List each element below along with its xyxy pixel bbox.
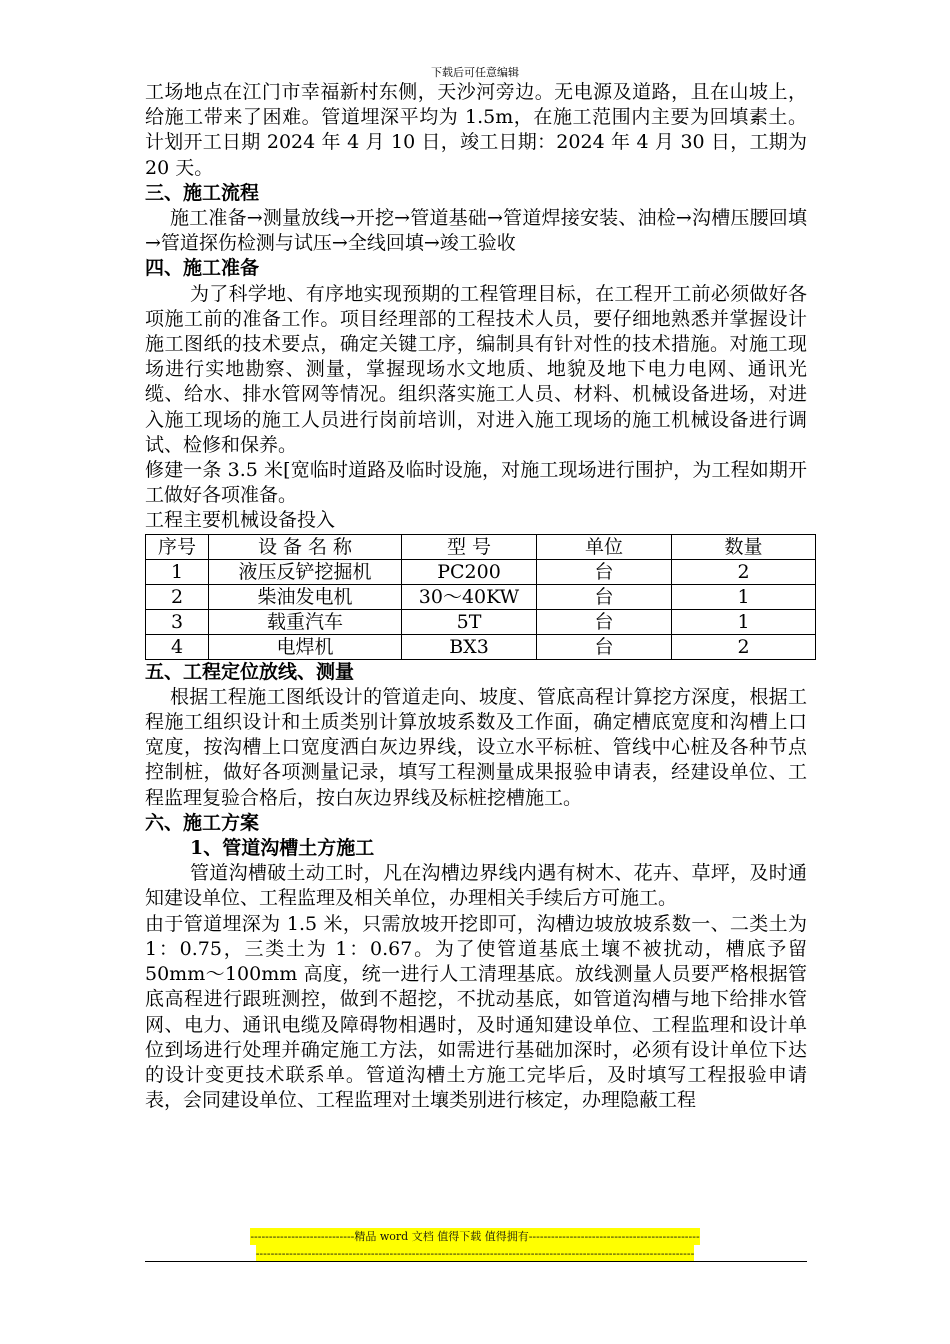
table-cell: 柴油发电机 xyxy=(209,584,402,609)
page-footer xyxy=(0,1228,950,1262)
table-cell: 1 xyxy=(672,584,816,609)
table-cell: 3 xyxy=(146,609,209,634)
table-caption: 工程主要机械设备投入 xyxy=(145,509,336,532)
table-header-cell: 序号 xyxy=(146,534,209,559)
table-cell: PC200 xyxy=(402,559,537,584)
page-header: 下载后可任意编辑 xyxy=(431,66,519,79)
footer-divider xyxy=(145,1261,807,1262)
table-cell: 台 xyxy=(537,609,672,634)
table-cell: 2 xyxy=(672,559,816,584)
table-cell: 30～40KW xyxy=(402,584,537,609)
document-body xyxy=(145,80,807,1113)
table-header-cell: 型 号 xyxy=(402,534,537,559)
footer-banner-line1: ----------------------------精品 word 文档 值得下载 值得拥有---------------------------------------------- xyxy=(250,1230,700,1243)
table-cell: 2 xyxy=(672,634,816,659)
table-cell: 电焊机 xyxy=(209,634,402,659)
heading-construction-flow: 三、施工流程 xyxy=(145,181,260,204)
paragraph-trench-start: 管道沟槽破土动工时，凡在沟槽边界线内遇有树木、花卉、草坪，及时通知建设单位、工程监理及相关单位，办理相关手续后方可施工。 xyxy=(145,862,807,910)
equipment-table xyxy=(145,534,816,660)
table-cell: BX3 xyxy=(402,634,537,659)
table-cell: 液压反铲挖掘机 xyxy=(209,559,402,584)
table-header-cell: 数量 xyxy=(672,534,816,559)
paragraph-project-location: 工场地点在江门市幸福新村东侧，天沙河旁边。无电源及道路，且在山坡上，给施工带来了困难。管道埋深平均为 1.5m，在施工范围内主要为回填素土。计划开工日期 2024 年 4 月 10 日，竣工日期：2024 年 4 月 30 日，工期为 20 天。 xyxy=(145,81,807,179)
paragraph-trench-details: 由于管道埋深为 1.5 米，只需放坡开挖即可，沟槽边坡放坡系数一、二类土为 1：0.75，三类土为 1：0.67。为了使管道基底土壤不被扰动，槽底予留 50mm～100mm 高度，统一进行人工清理基底。放线测量人员要严格根据管底高程进行跟班测控，做到不超挖，不扰动基底，如管道沟槽与地下给排水管网、电力、通讯电缆及障碍物相遇时，及时通知建设单位、工程监理和设计单位到场进行处理并确定施工方法，如需进行基础加深时，必须有设计单位下达的设计变更技术联系单。管道沟槽土方施工完毕后，及时填写工程报验申请表，会同建设单位、工程监理对土壤类别进行核定，办理隐蔽工程 xyxy=(145,912,807,1112)
heading-construction-preparation: 四、施工准备 xyxy=(145,257,260,280)
table-cell: 1 xyxy=(672,609,816,634)
table-row xyxy=(146,634,816,659)
subheading-trench-earthwork: 1、管道沟槽土方施工 xyxy=(190,837,375,860)
table-cell: 台 xyxy=(537,634,672,659)
table-cell: 1 xyxy=(146,559,209,584)
table-header-cell: 单位 xyxy=(537,534,672,559)
heading-construction-plan: 六、施工方案 xyxy=(145,811,260,834)
heading-positioning-survey: 五、工程定位放线、测量 xyxy=(145,660,355,683)
table-cell: 台 xyxy=(537,584,672,609)
table-header-row xyxy=(146,534,816,559)
paragraph-survey: 根据工程施工图纸设计的管道走向、坡度、管底高程计算挖方深度，根据工程施工组织设计和土质类别计算放坡系数及工作面，确定槽底宽度和沟槽上口宽度，按沟槽上口宽度洒白灰边界线，设立水平标桩、管线中心桩及各种节点控制桩，做好各项测量记录，填写工程测量成果报验申请表，经建设单位、工程监理复验合格后，按白灰边界线及标桩挖槽施工。 xyxy=(145,685,807,809)
footer-banner-line2: ---------------------------------------------------------------------------------------------------------------------- xyxy=(255,1247,695,1260)
table-header-cell: 设 备 名 称 xyxy=(209,534,402,559)
table-row xyxy=(146,584,816,609)
paragraph-temporary-road: 修建一条 3.5 米[宽临时道路及临时设施，对施工现场进行围护，为工程如期开工做好各项准备。 xyxy=(145,459,807,507)
paragraph-preparation: 为了科学地、有序地实现预期的工程管理目标，在工程开工前必须做好各项施工前的准备工作。项目经理部的工程技术人员，要仔细地熟悉并掌握设计施工图纸的技术要点，确定关键工序，编制具有针对性的技术措施。对施工现场进行实地勘察、测量，掌握现场水文地质、地貌及地下电力电网、通讯光缆、给水、排水管网等情况。组织落实施工人员、材料、机械设备进场，对进入施工现场的施工人员进行岗前培训，对进入施工现场的施工机械设备进行调试、检修和保养。 xyxy=(145,282,807,456)
paragraph-construction-flow: 施工准备→测量放线→开挖→管道基础→管道焊接安装、油检→沟槽压腰回填→管道探伤检测与试压→全线回填→竣工验收 xyxy=(145,207,807,255)
table-cell: 载重汽车 xyxy=(209,609,402,634)
table-cell: 5T xyxy=(402,609,537,634)
table-row xyxy=(146,559,816,584)
table-cell: 4 xyxy=(146,634,209,659)
table-cell: 2 xyxy=(146,584,209,609)
table-row xyxy=(146,609,816,634)
table-cell: 台 xyxy=(537,559,672,584)
